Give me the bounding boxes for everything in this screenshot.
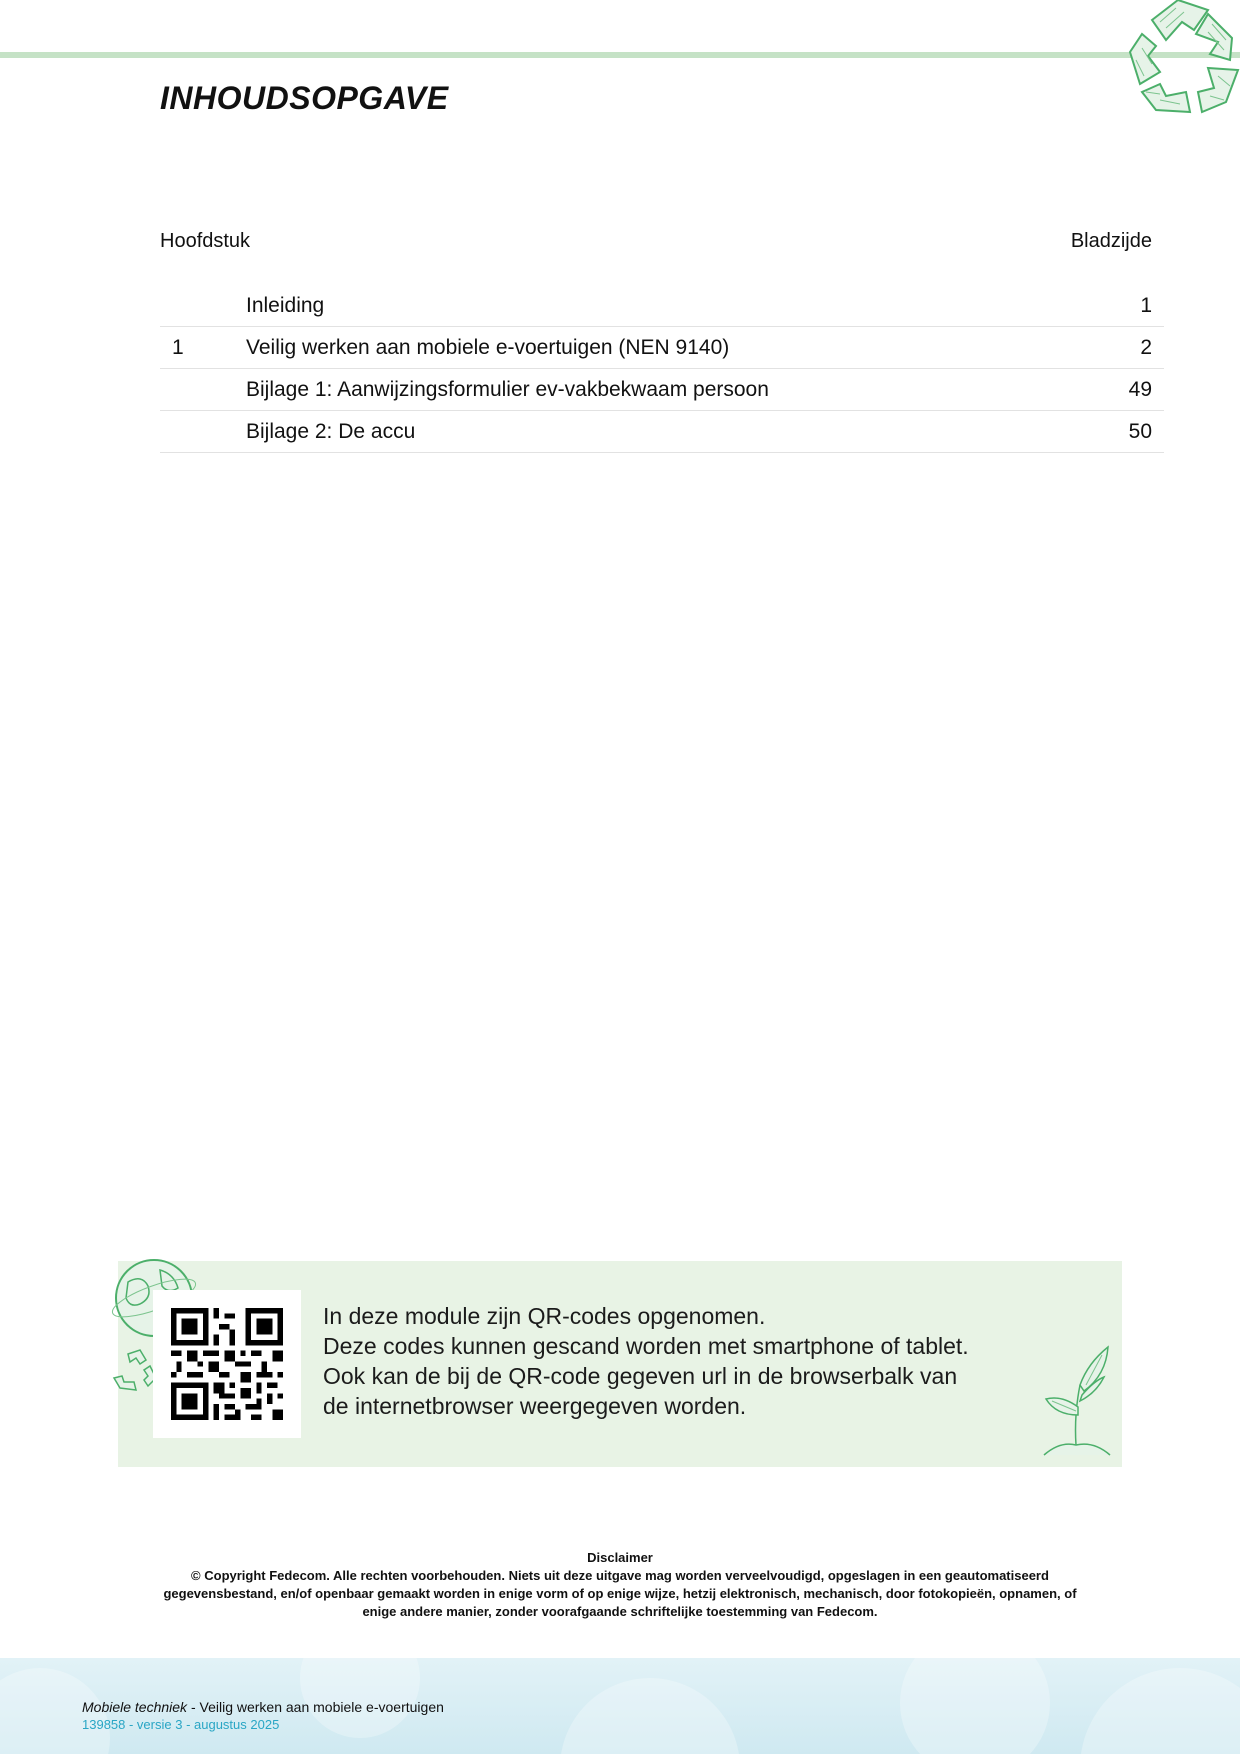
- toc-row-page: 49: [1128, 377, 1152, 401]
- qr-code-icon: [171, 1308, 283, 1420]
- toc-row-title: Veilig werken aan mobiele e-voertuigen (NEN 9140): [246, 335, 730, 359]
- toc-row-page: 50: [1128, 419, 1152, 443]
- footer-series: Mobiele techniek: [82, 1699, 188, 1715]
- qr-notice-line: de internetbrowser weergegeven worden.: [323, 1393, 747, 1419]
- footer-meta: 139858 - versie 3 - augustus 2025: [82, 1717, 280, 1732]
- qr-notice-line: Deze codes kunnen gescand worden met smartphone of tablet.: [323, 1333, 969, 1359]
- plant-icon: [1040, 1345, 1112, 1457]
- toc-row[interactable]: [160, 285, 1164, 327]
- footer-title: [82, 1699, 444, 1715]
- toc-row[interactable]: [160, 327, 1164, 369]
- toc-col-chapter: Hoofdstuk: [160, 230, 251, 252]
- table-of-contents: [160, 230, 1164, 453]
- toc-row-title: Bijlage 2: De accu: [246, 419, 416, 443]
- footer-subtitle: Veilig werken aan mobiele e-voertuigen: [199, 1699, 444, 1715]
- toc-row[interactable]: [160, 369, 1164, 411]
- disclaimer: [160, 1549, 1080, 1621]
- toc-row-title: Bijlage 1: Aanwijzingsformulier ev-vakbekwaam persoon: [246, 377, 769, 401]
- header-rule: [0, 52, 1240, 58]
- toc-header: [160, 230, 1164, 260]
- qr-notice-line: Ook kan de bij de QR-code gegeven url in de browserbalk van: [323, 1363, 958, 1389]
- toc-row-page: 2: [1140, 335, 1152, 359]
- toc-row-number: 1: [172, 335, 184, 359]
- qr-notice-text: [323, 1301, 1043, 1421]
- toc-row[interactable]: [160, 411, 1164, 453]
- toc-row-page: 1: [1140, 293, 1152, 317]
- qr-notice-line: In deze module zijn QR-codes opgenomen.: [323, 1303, 766, 1329]
- footer-separator: -: [187, 1699, 200, 1715]
- toc-row-title: Inleiding: [246, 293, 325, 317]
- page-title: INHOUDSOPGAVE: [160, 80, 449, 116]
- toc-col-page: Bladzijde: [1070, 230, 1152, 252]
- recycle-icon: [1090, 0, 1240, 118]
- disclaimer-heading: Disclaimer: [587, 1550, 653, 1565]
- disclaimer-text: © Copyright Fedecom. Alle rechten voorbehouden. Niets uit deze uitgave mag worden verveelvoudigd, opgeslagen in een geautomatiseerd gegevensbestand, en/of openbaar gemaakt worden in enige vorm of op enige wijze, hetzij elektronisch, mechanisch, door fotokopieën, opnamen, of enige andere manier, zonder voorafgaande schriftelijke toestemming van Fedecom.: [163, 1568, 1077, 1619]
- qr-code: [153, 1290, 301, 1438]
